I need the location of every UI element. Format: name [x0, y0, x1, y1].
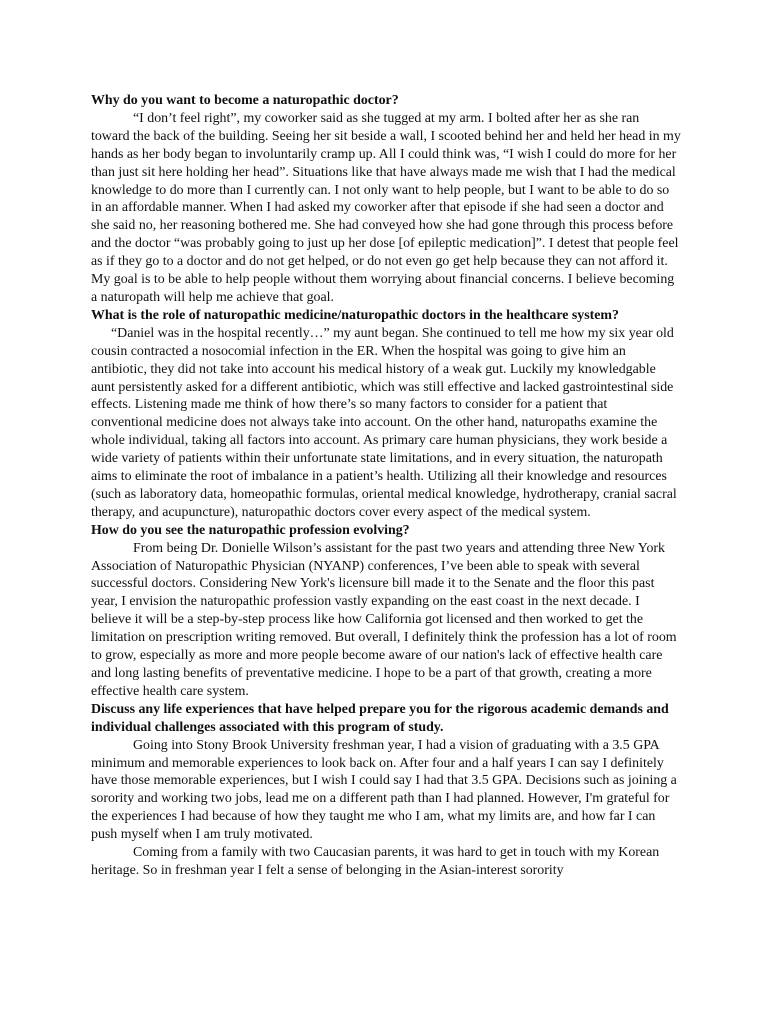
- answer-paragraph-1: “I don’t feel right”, my coworker said as she tugged at my arm. I bolted after her as she ran toward the back of the building. Seeing her sit beside a wall, I scooted behind her and held her head in my hands as her body began to involuntarily cramp up. All I could think was, “I wish I could do more for her than just sit here holding her head”. Situations like that have always made me wish that I had the medical knowledge to do more than I currently can. I not only want to help people, but I want to be able to do so in an affordable manner. When I had asked my coworker after that episode if she had seen a doctor and she said no, her reasoning bothered me. She had conveyed how she had gone through this process before and the doctor “was probably going to just up her dose [of epileptic medication]”. I detest that people feel as if they go to a doctor and do not get helped, or do not even go get help because they can not afford it. My goal is to be able to help people without them worrying about financial concerns. I believe becoming a naturopath will help me achieve that goal.: [91, 110, 681, 305]
- question-heading-2: What is the role of naturopathic medicine/naturopathic doctors in the healthcare system?: [91, 307, 619, 323]
- question-heading-3: How do you see the naturopathic profession evolving?: [91, 522, 410, 538]
- answer-paragraph-2: “Daniel was in the hospital recently…” my aunt began. She continued to tell me how my six year old cousin contracted a nosocomial infection in the ER. When the hospital was going to give him an antibiotic, they did not take into account his medical history of a weak gut. Luckily my knowledgable aunt persistently asked for a different antibiotic, which was still effective and lacked gastrointestinal side effects. Listening made me think of how there’s so many factors to consider for a patient that conventional medicine does not always take into account. On the other hand, naturopaths examine the whole individual, taking all factors into account. As primary care human physicians, they work beside a wide variety of patients within their unfortunate state limitations, and in every situation, the naturopath aims to eliminate the root of imbalance in a patient’s health. Utilizing all their knowledge and resources (such as laboratory data, homeopathic formulas, oriental medical knowledge, hydrotherapy, cranial sacral therapy, and acupuncture), naturopathic doctors cover every aspect of the medical system.: [91, 325, 677, 520]
- essay-page: [91, 92, 681, 880]
- answer-paragraph-4b: Coming from a family with two Caucasian parents, it was hard to get in touch with my Korean heritage. So in freshman year I felt a sense of belonging in the Asian-interest sorority: [91, 845, 660, 878]
- question-heading-4: Discuss any life experiences that have helped prepare you for the rigorous academic demands and individual challenges associated with this program of study.: [91, 701, 669, 735]
- answer-paragraph-3: From being Dr. Donielle Wilson’s assistant for the past two years and attending three New York Association of Naturopathic Physician (NYANP) conferences, I’ve been able to speak with several successful doctors. Considering New York's licensure bill made it to the Senate and the floor this past year, I envision the naturopathic profession vastly expanding on the east coast in the next decade. I believe it will be a step-by-step process like how California got licensed and then worked to get the limitation on prescription writing removed. But overall, I definitely think the profession has a lot of room to grow, especially as more and more people become aware of our nation's lack of effective health care and long lasting benefits of preventative medicine. I hope to be a part of that growth, creating a more effective health care system.: [91, 540, 677, 699]
- answer-paragraph-4a: Going into Stony Brook University freshman year, I had a vision of graduating with a 3.5 GPA minimum and memorable experiences to look back on. After four and a half years I can say I definitely have those memorable experiences, but I wish I could say I had that 3.5 GPA. Decisions such as joining a sorority and working two jobs, lead me on a different path than I had planned. However, I'm grateful for the experiences I had because of how they taught me who I am, what my limits are, and how far I can push myself when I am truly motivated.: [91, 737, 677, 843]
- question-heading-1: Why do you want to become a naturopathic doctor?: [91, 93, 399, 108]
